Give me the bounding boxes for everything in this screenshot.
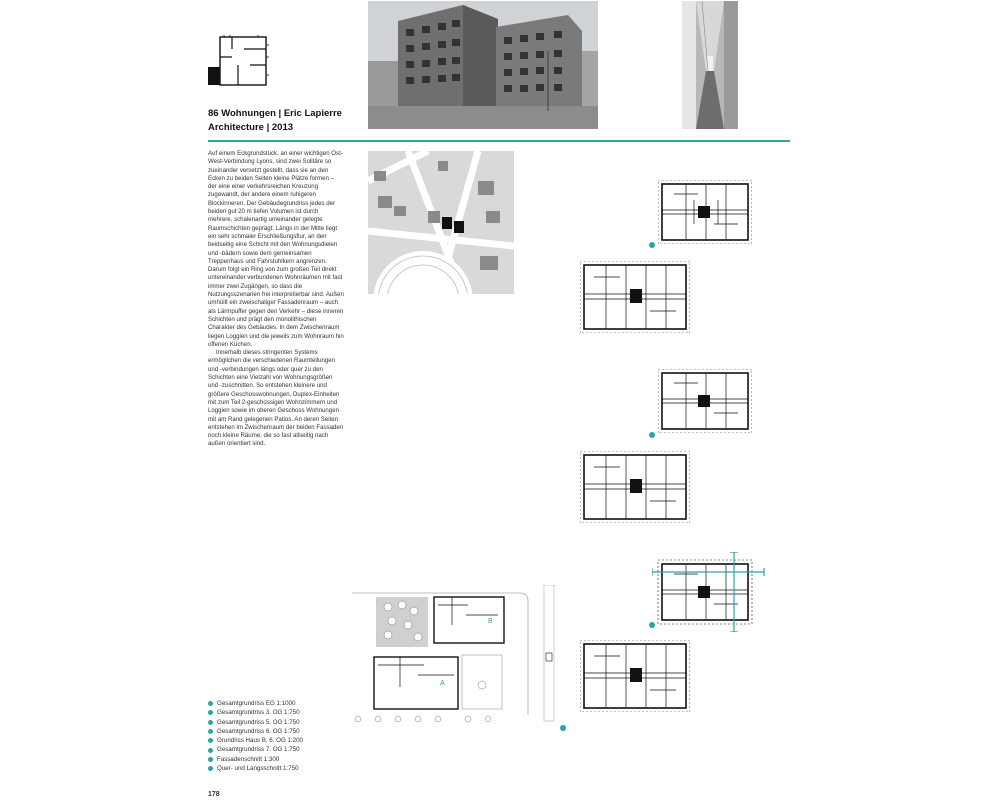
legend-marker-icon	[208, 757, 213, 762]
body-text	[208, 150, 344, 449]
legend-marker-icon	[208, 720, 213, 725]
building-b-label: B	[488, 618, 493, 625]
legend-marker-icon	[560, 725, 566, 731]
title-line-2: Architecture | 2013	[208, 122, 294, 133]
legend-marker-icon	[208, 710, 213, 715]
ground-floor-plan	[348, 585, 570, 725]
building-photo	[368, 1, 598, 129]
legend-marker-icon	[208, 738, 213, 743]
floor-plan-5og-b	[580, 451, 690, 523]
floor-plan-5og	[658, 369, 752, 433]
legend-item: Gesamtgrundriss 7. OG 1:750	[208, 745, 303, 754]
legend-marker-icon	[649, 432, 655, 438]
floor-plan-6og-section	[652, 552, 768, 632]
floor-plan-3og-b	[580, 261, 690, 333]
paragraph-2: Innerhalb dieses stringenten Systems ermöglichen die verschiedenen Raumteilungen und -verbindungen längs oder quer zu den Schichten eine Vielzahl von Wohnungsgrößen und -zuschnitten. So entstehen kleinere und größere Geschosswohnungen, Duplex-Einheiten mit zum Teil 2-geschossigen Wohnzimmern und Loggien sowie im oberen Geschoss Wohnungen mit am Rand gelegenen Patios. An deren Seiten entstehen im Zwischenraum der beiden Fassaden noch kleine Räume, die so fast allseitig nach außen orientiert sind.	[208, 349, 344, 448]
building-a-label: A	[440, 680, 445, 687]
legend-marker-icon	[208, 766, 213, 771]
title-line-1: 86 Wohnungen | Eric Lapierre	[208, 108, 342, 119]
legend-marker-icon	[649, 622, 655, 628]
legend-item: Grundriss Haus B, 6. OG 1:200	[208, 736, 303, 745]
page-number: 178	[208, 791, 220, 798]
drawing-legend	[208, 699, 303, 773]
legend-item: Gesamtgrundriss 3. OG 1:750	[208, 708, 303, 717]
legend-marker-icon	[208, 748, 213, 753]
floor-plan-3og	[658, 180, 752, 244]
legend-marker-icon	[208, 701, 213, 706]
legend-item: Gesamtgrundriss 6. OG 1:750	[208, 727, 303, 736]
site-map	[368, 151, 514, 294]
street-strip-plan	[540, 585, 560, 725]
legend-marker-icon	[208, 729, 213, 734]
paragraph-1: Auf einem Eckgrundstück, an einer wichtigen Ost-West-Verbindung Lyons, sind zwei Solitäre so zueinander versetzt gestellt, dass sie an den Ecken zu beiden Seiten kleine Plätze formen – der eine einer verkehrsreichen Kreuzung zugewandt, der andere einem ruhigeren Blockinneren. Der Gebäudegrundriss jedes der beiden gut 20 m tiefen Volumen ist durch mehrere, schalenartig umeinander gelegte Raumschichten geprägt: Längs in der Mitte liegt ein sehr schmaler Erschließungsflur, an den beidseitig eine Schicht mit den Wohnungsdielen und -bädern sowie dem gemeinsamen Treppenhaus und Fahrstuhlkern angrenzen. Darum folgt ein Ring von zum großen Teil direkt untereinander verbundenen Wohnräumen mit fast immer zwei Zugängen, so dass die Nutzungsszenarien frei interpretierbar sind. Außen umhüllt ein zweischaliger Fassadenraum – auch als Lärmpuffer gegen den Verkehr – diese inneren Schichten und prägt den monolithischen Charakter des Gebäudes. In dem Zwischenraum liegen Loggien und die jeweils zum Wohnraum hin offenen Küchen.	[208, 150, 344, 348]
legend-item: Quer- und Langsschnitt 1:750	[208, 764, 303, 773]
legend-item: Gesamtgrundriss 5. OG 1:750	[208, 718, 303, 727]
accent-rule	[208, 140, 790, 142]
key-plan-icon	[208, 35, 270, 90]
legend-item: Fassadenschnitt 1:300	[208, 755, 303, 764]
legend-item: Gesamtgrundriss EG 1:1000	[208, 699, 303, 708]
corridor-photo	[682, 1, 738, 129]
project-title	[208, 107, 348, 135]
floor-plan-7og	[580, 640, 690, 712]
legend-marker-icon	[649, 242, 655, 248]
